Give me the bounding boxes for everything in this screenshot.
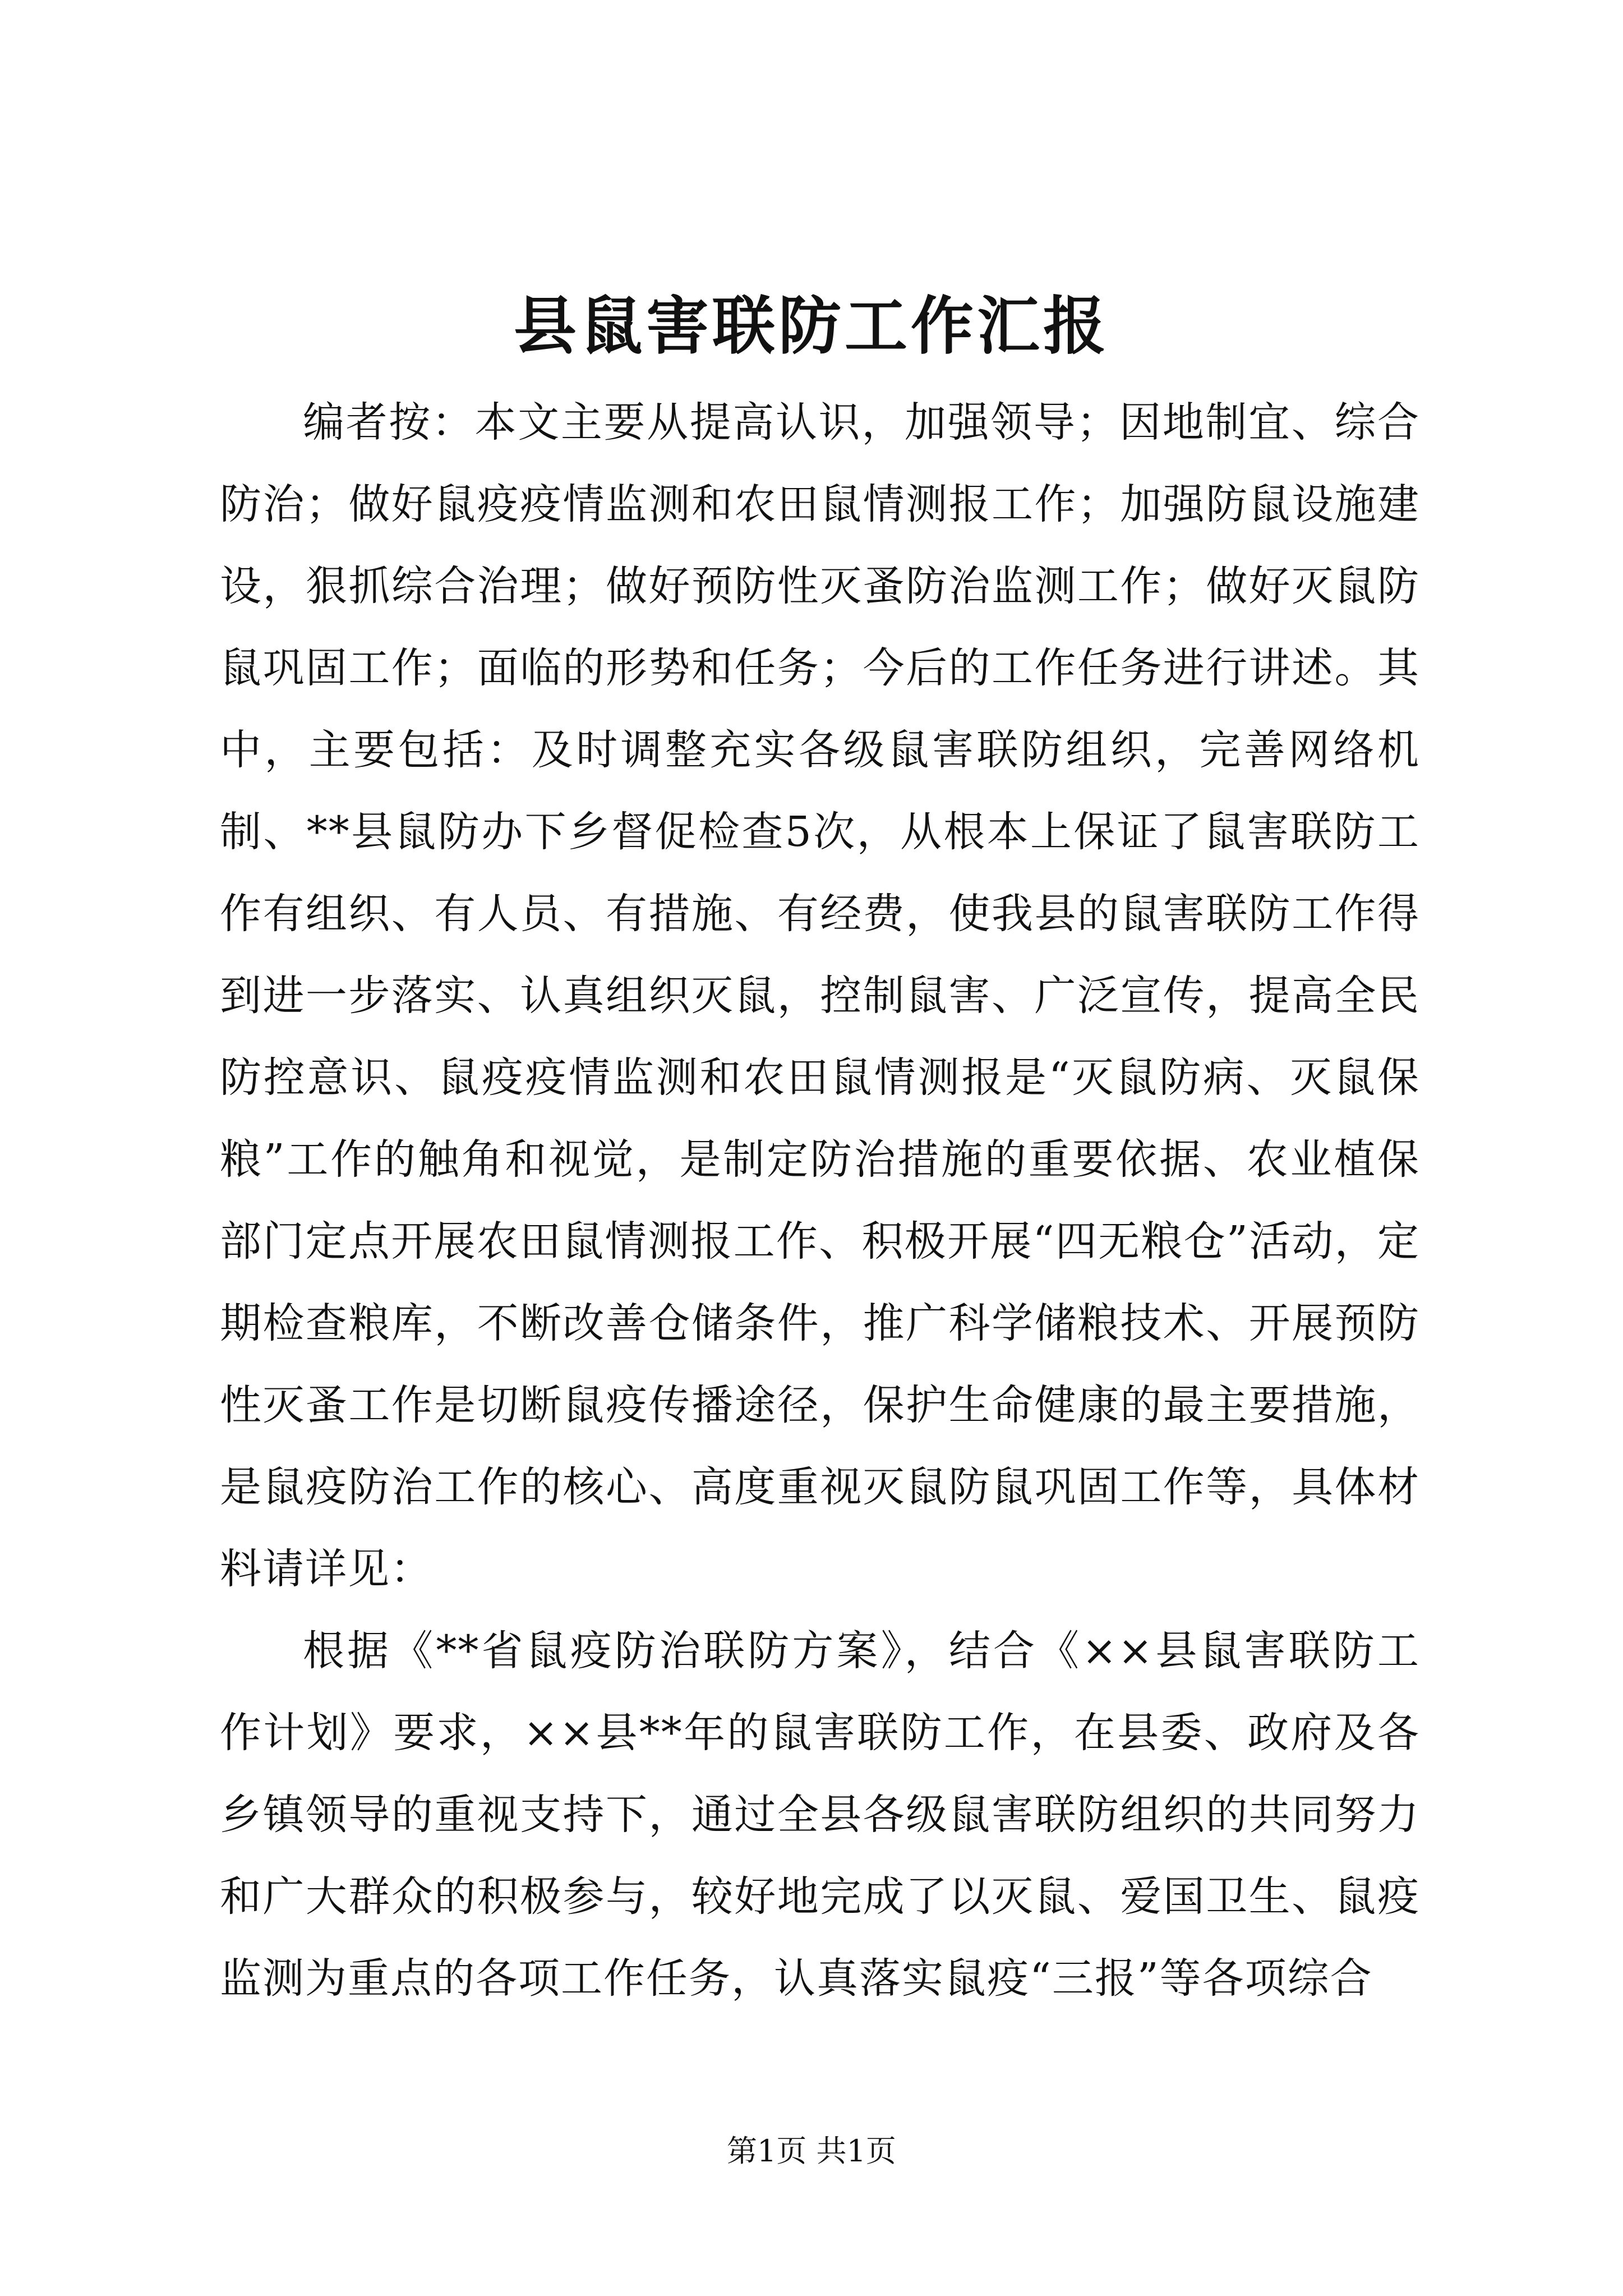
document-body: [220, 381, 1420, 2019]
document-title: 县鼠害联防工作汇报: [514, 289, 1109, 363]
page-footer: 第1页 共1页: [727, 2133, 896, 2169]
editor-note-paragraph: 编者按：本文主要从提高认识，加强领导；因地制宜、综合防治；做好鼠疫疫情监测和农田鼠情测报工作；加强防鼠设施建设，狠抓综合治理；做好预防性灭蚤防治监测工作；做好灭鼠防鼠巩固工作；面临的形势和任务；今后的工作任务进行讲述。其中，主要包括：及时调整充实各级鼠害联防组织，完善网络机制、**县鼠防办下乡督促检查5次，从根本上保证了鼠害联防工作有组织、有人员、有措施、有经费，使我县的鼠害联防工作得到进一步落实、认真组织灭鼠，控制鼠害、广泛宣传，提高全民防控意识、鼠疫疫情监测和农田鼠情测报是“灭鼠防病、灭鼠保粮”工作的触角和视觉，是制定防治措施的重要依据、农业植保部门定点开展农田鼠情测报工作、积极开展“四无粮仓”活动，定期检查粮库，不断改善仓储条件，推广科学储粮技术、开展预防性灭蚤工作是切断鼠疫传播途径，保护生命健康的最主要措施，是鼠疫防治工作的核心、高度重视灭鼠防鼠巩固工作等，具体材料请详见：: [220, 398, 1420, 1593]
body-paragraph: 根据《**省鼠疫防治联防方案》，结合《××县鼠害联防工作计划》要求，××县**年的鼠害联防工作，在县委、政府及各乡镇领导的重视支持下，通过全县各级鼠害联防组织的共同努力和广大群众的积极参与，较好地完成了以灭鼠、爱国卫生、鼠疫监测为重点的各项工作任务，认真落实鼠疫“三报”等各项综合: [220, 1627, 1420, 2003]
